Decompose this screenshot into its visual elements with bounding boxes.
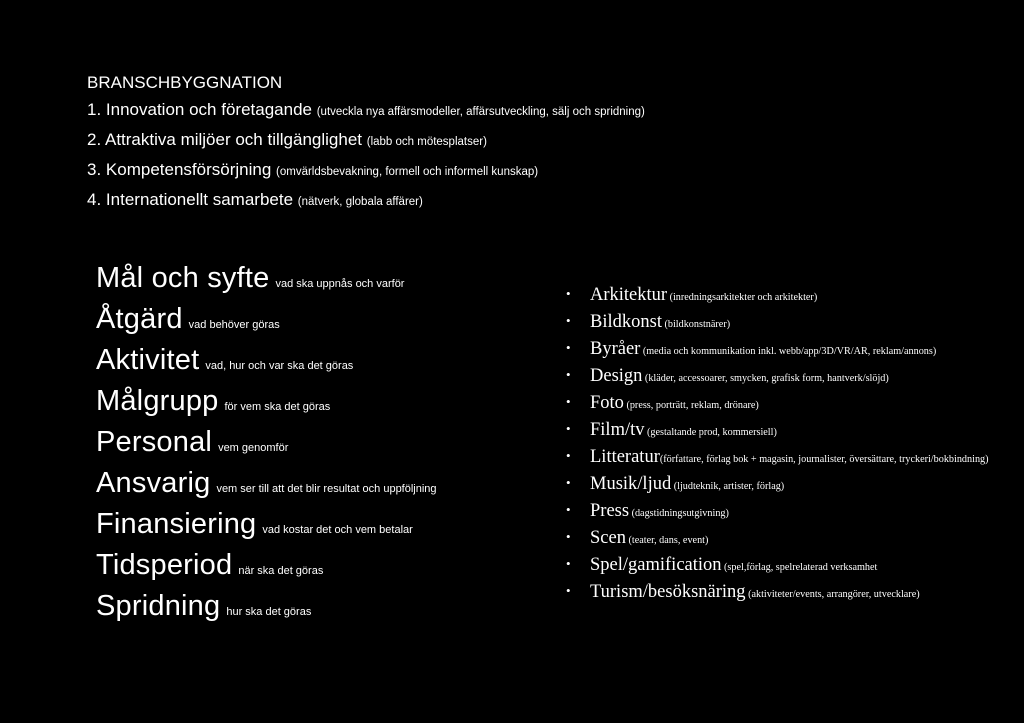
industry-desc: (inredningsarkitekter och arkitekter) bbox=[669, 292, 818, 303]
industry-desc: (kläder, accessoarer, smycken, grafisk form, hantverk/slöjd) bbox=[644, 373, 889, 384]
industry-label: Spel/gamification bbox=[590, 555, 722, 575]
industry-label: Press bbox=[590, 501, 630, 521]
bullet-icon: • bbox=[566, 394, 571, 409]
term-label: Aktivitet bbox=[96, 344, 200, 376]
industry-desc: (press, porträtt, reklam, drönare) bbox=[626, 400, 759, 411]
term-row bbox=[96, 381, 437, 422]
industry-desc: (bildkonstnärer) bbox=[664, 319, 731, 330]
industry-desc: (aktiviteter/events, arrangörer, utvecklare) bbox=[748, 589, 920, 600]
term-desc: vad, hur och var ska det göras bbox=[205, 360, 354, 372]
header-item-number: 1. bbox=[87, 100, 102, 119]
term-desc: vad behöver göras bbox=[188, 319, 280, 331]
industry-item bbox=[566, 500, 996, 522]
industry-desc: (författare, förlag bok + magasin, journalister, översättare, tryckeri/bokbindning) bbox=[659, 454, 989, 465]
industry-item bbox=[566, 473, 996, 495]
term-label: Målgrupp bbox=[96, 385, 219, 417]
header-item-desc: (utveckla nya affärsmodeller, affärsutveckling, sälj och spridning) bbox=[316, 106, 645, 118]
term-desc: vad kostar det och vem betalar bbox=[262, 524, 413, 536]
bullet-icon: • bbox=[566, 421, 571, 436]
term-row bbox=[96, 422, 437, 463]
header-item-1 bbox=[87, 96, 645, 126]
term-label: Personal bbox=[96, 426, 213, 458]
header-item-number: 3. bbox=[87, 160, 102, 179]
industry-item bbox=[566, 554, 996, 576]
industry-label: Turism/besöksnäring bbox=[590, 582, 746, 602]
header-item-number: 4. bbox=[87, 190, 102, 209]
bullet-icon: • bbox=[566, 340, 571, 355]
industry-item bbox=[566, 527, 996, 549]
term-label: Tidsperiod bbox=[96, 549, 233, 581]
term-desc: hur ska det göras bbox=[226, 606, 312, 618]
header-item-desc: (nätverk, globala affärer) bbox=[297, 196, 423, 208]
industry-label: Film/tv bbox=[590, 420, 645, 440]
term-row bbox=[96, 504, 437, 545]
term-label: Åtgärd bbox=[96, 303, 183, 335]
industry-item bbox=[566, 446, 996, 468]
industry-item bbox=[566, 392, 996, 414]
term-label: Ansvarig bbox=[96, 467, 211, 499]
industry-desc: (dagstidningsutgivning) bbox=[631, 508, 729, 519]
industry-item bbox=[566, 284, 996, 306]
header-item-3 bbox=[87, 156, 645, 186]
term-desc: vem ser till att det blir resultat och uppföljning bbox=[216, 483, 437, 495]
industry-item bbox=[566, 581, 996, 603]
industry-label: Litteratur bbox=[590, 447, 660, 467]
bullet-icon: • bbox=[566, 313, 571, 328]
header-list bbox=[87, 96, 645, 216]
industry-label: Bildkonst bbox=[590, 312, 662, 332]
term-label: Mål och syfte bbox=[96, 262, 270, 294]
industry-label: Arkitektur bbox=[590, 285, 668, 305]
term-desc: för vem ska det göras bbox=[224, 401, 331, 413]
industry-item bbox=[566, 419, 996, 441]
header-item-label: Kompetensförsörjning bbox=[105, 160, 272, 179]
planning-terms-list bbox=[96, 258, 437, 627]
industry-item bbox=[566, 338, 996, 360]
bullet-icon: • bbox=[566, 556, 571, 571]
bullet-icon: • bbox=[566, 367, 571, 382]
bullet-icon: • bbox=[566, 286, 571, 301]
bullet-icon: • bbox=[566, 502, 571, 517]
term-row bbox=[96, 463, 437, 504]
term-row bbox=[96, 545, 437, 586]
term-label: Spridning bbox=[96, 590, 221, 622]
term-desc: när ska det göras bbox=[238, 565, 324, 577]
bullet-icon: • bbox=[566, 529, 571, 544]
term-desc: vem genomför bbox=[218, 442, 289, 454]
header-item-desc: (omvärldsbevakning, formell och informell kunskap) bbox=[276, 166, 539, 178]
header-item-2 bbox=[87, 126, 645, 156]
term-row bbox=[96, 586, 437, 627]
bullet-icon: • bbox=[566, 475, 571, 490]
industry-item bbox=[566, 365, 996, 387]
header-item-number: 2. bbox=[87, 130, 102, 149]
industry-desc: (spel,förlag, spelrelaterad verksamhet bbox=[724, 562, 878, 573]
industry-label: Foto bbox=[590, 393, 624, 413]
bullet-icon: • bbox=[566, 448, 571, 463]
term-desc: vad ska uppnås och varför bbox=[275, 278, 405, 290]
header-item-desc: (labb och mötesplatser) bbox=[366, 136, 487, 148]
industry-label: Design bbox=[590, 366, 643, 386]
header-item-label: Internationellt samarbete bbox=[105, 190, 294, 209]
header-title: BRANSCHBYGGNATION bbox=[87, 73, 283, 92]
industry-label: Byråer bbox=[590, 339, 641, 359]
industry-desc: (teater, dans, event) bbox=[628, 535, 709, 546]
header-item-label: Attraktiva miljöer och tillgänglighet bbox=[104, 130, 362, 149]
header-item-4 bbox=[87, 186, 645, 216]
bullet-icon: • bbox=[566, 583, 571, 598]
industry-desc: (ljudteknik, artister, förlag) bbox=[673, 481, 785, 492]
industry-desc: (media och kommunikation inkl. webb/app/3D/VR/AR, reklam/annons) bbox=[642, 346, 937, 357]
term-row bbox=[96, 258, 437, 299]
industry-list bbox=[566, 284, 996, 608]
term-label: Finansiering bbox=[96, 508, 257, 540]
industry-label: Scen bbox=[590, 528, 626, 548]
term-row bbox=[96, 340, 437, 381]
industry-label: Musik/ljud bbox=[590, 474, 672, 494]
industry-desc: (gestaltande prod, kommersiell) bbox=[647, 427, 777, 438]
header-item-label: Innovation och företagande bbox=[105, 100, 312, 119]
header-section bbox=[87, 70, 645, 216]
term-row bbox=[96, 299, 437, 340]
industry-item bbox=[566, 311, 996, 333]
